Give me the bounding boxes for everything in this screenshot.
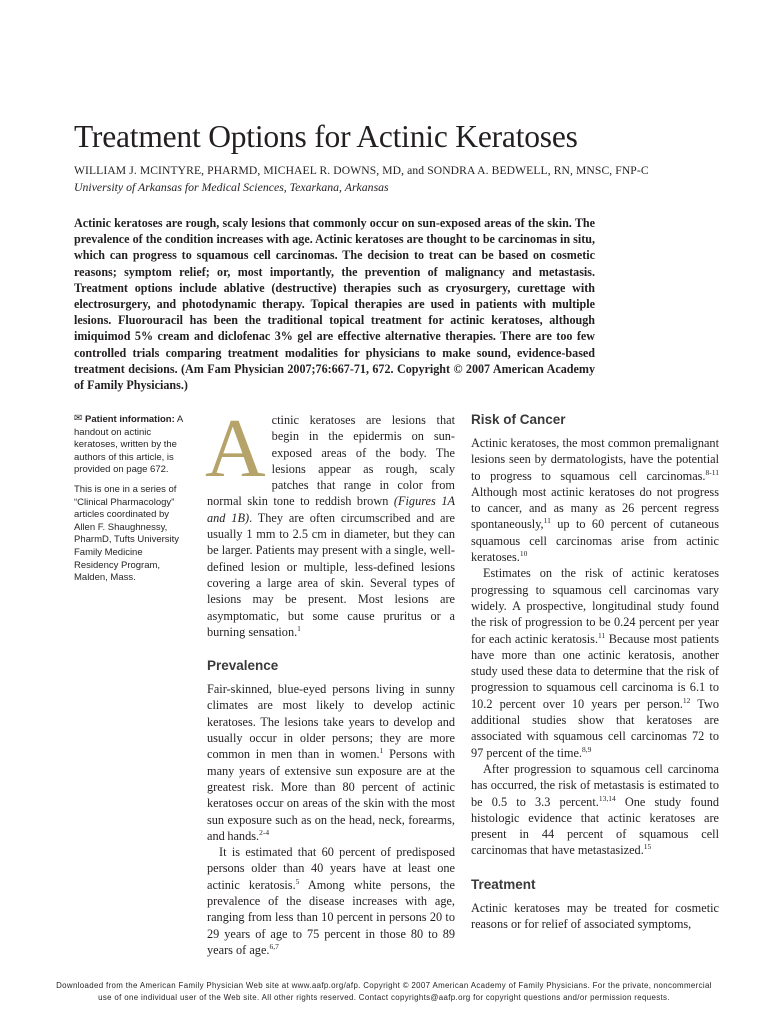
risk-paragraph-2: [471, 565, 719, 761]
paragraph-text: It is estimated that 60 percent of predisposed persons older than 40 years have at least one actinic keratosis.: [207, 845, 455, 892]
paragraph-text: One study found histologic evidence that actinic keratoses are present in 44 percent of squamous cell carcinomas that have metastasized.: [471, 794, 720, 858]
patient-info-note: [74, 414, 186, 477]
paragraph-text: After progression to squamous cell carcinoma has occurred, the risk of metastasis is estimated to be 0.5 to 3.3 percent.: [471, 761, 719, 809]
citation: 8-11: [705, 467, 719, 477]
footer-line-2: use of one individual user of the Web site. All other rights reserved. Contact copyrights@aafp.org for copyright questions and/or permission requests.: [98, 992, 670, 1002]
drop-cap: A: [205, 402, 266, 495]
paragraph-text: Persons with many years of extensive sun exposure are at the greatest risk. More than 80 percent of actinic keratoses occur on areas of the skin with the most sun exposure such as on the head, neck, forearms, and hands.: [207, 747, 455, 843]
figure-reference: (Figures 1A and 1B): [207, 494, 455, 525]
section-heading-prevalence: Prevalence: [207, 658, 279, 674]
paragraph-text: Two additional studies show that keratoses are associated with squamous cell carcinomas 72 to 97 percent of the time.: [471, 696, 719, 760]
intro-paragraph: [205, 402, 455, 640]
prevalence-paragraph-2: [207, 844, 455, 958]
citation: 5: [295, 876, 300, 886]
risk-paragraph-3: [471, 761, 719, 859]
series-note: This is one in a series of “Clinical Pharmacology” articles coordinated by Allen F. Shaughnessy, PharmD, Tufts University Family Medicine Residency Program, Malden, Mass.: [74, 483, 180, 584]
risk-paragraph-1: [471, 435, 719, 565]
copyright-footer: [40, 980, 728, 1003]
citation: 11: [543, 516, 551, 526]
paragraph-text: Fair-skinned, blue-eyed persons living in sunny climates are most likely to develop actinic keratoses. The lesions take years to develop and usually occur in older persons; they are more common in men than in women.: [207, 682, 455, 762]
intro-text-start: ctinic keratoses are lesions that begin in the epidermis on sun-exposed areas of the body. The lesions appear as rough, scaly patches that range in color from normal skin tone to reddish brown: [207, 413, 455, 509]
middle-column: [205, 402, 455, 958]
paragraph-text: up to 60 percent of cutaneous squamous cell carcinomas arise from actinic keratoses.: [471, 517, 719, 565]
paragraph-text: Among white persons, the prevalence of the disease increases with age, ranging from less than 10 percent in persons 20 to 29 years of age to 75 percent in those 80 to 89 years of age.: [207, 877, 455, 957]
paragraph-text: Although most actinic keratoses do not progress to cancer, and as many as 26 percent regress spontaneously,: [471, 484, 719, 532]
envelope-icon: ✉: [74, 413, 83, 424]
right-column: [471, 412, 719, 932]
citation: 8,9: [581, 744, 592, 754]
citation: 13,14: [598, 793, 616, 803]
abstract: Actinic keratoses are rough, scaly lesions that commonly occur on sun-exposed areas of the skin. The prevalence of the condition increases with age. Actinic keratoses are thought to be carcinomas in situ, which can progress to squamous cell carcinomas. The decision to treat can be based on cosmetic reasons; symptom relief; or, most importantly, the prevention of malignancy and metastasis. Treatment options include ablative (destructive) therapies such as cryosurgery, curettage with electrosurgery, and photodynamic therapy. Topical therapies are used in patients with multiple lesions. Fluorouracil has been the traditional topical treatment for actinic keratoses, although imiquimod 5% cream and diclofenac 3% gel are effective alternative therapies. There are too few controlled trials comparing treatment modalities for physicians to make sound, evidence-based treatment decisions. (Am Fam Physician 2007;76:667-71, 672. Copyright © 2007 American Academy of Family Physicians.): [74, 216, 595, 393]
citation: 10: [519, 549, 528, 559]
patient-info-label: Patient information:: [85, 414, 175, 425]
citation: 2-4: [259, 827, 270, 837]
citation: 1: [379, 746, 384, 756]
paragraph-text: Because most patients have more than one actinic keratosis, another study used these data to determine that the risk of progression to squamous cell carcinoma is 6.1 to 10.2 percent over 10 years per person.: [471, 631, 719, 711]
article-title: Treatment Options for Actinic Keratoses: [74, 119, 578, 154]
prevalence-paragraph-1: [207, 681, 455, 844]
author-list: WILLIAM J. MCINTYRE, PHARMD, MICHAEL R. DOWNS, MD, and SONDRA A. BEDWELL, RN, MNSC, FNP-C: [74, 164, 649, 177]
citation: 12: [682, 695, 691, 705]
paragraph-text: Estimates on the risk of actinic keratoses progressing to squamous cell carcinomas vary widely. A prospective, longitudinal study found the risk of progression to be 0.24 percent per year for each actinic keratosis.: [471, 566, 719, 646]
footer-line-1: Downloaded from the American Family Physician Web site at www.aafp.org/afp. Copyright © 2007 American Academy of Family Physicians. For the private, noncommercial: [56, 981, 712, 990]
citation: 1: [297, 623, 301, 633]
treatment-paragraph-1: Actinic keratoses may be treated for cosmetic reasons or for relief of associated symptoms,: [471, 900, 719, 932]
citation: 15: [643, 842, 652, 852]
paragraph-text: Actinic keratoses, the most common premalignant lesions seen by dermatologists, have the potential to progress to squamous cell carcinomas.: [471, 436, 719, 483]
intro-text-end: . They are often circumscribed and are usually 1 mm to 2.5 cm in diameter, but they can be larger. Patients may present with a single, well-defined lesion or multiple, less-defined lesions covering a large area of skin. Several types of lesions may be present. Most lesions are asymptomatic, but some cause pruritus or a burning sensation.: [207, 510, 455, 639]
section-heading-risk: Risk of Cancer: [471, 412, 566, 427]
citation: 11: [598, 630, 606, 640]
section-heading-treatment: Treatment: [471, 876, 536, 892]
sidebar: [74, 414, 186, 592]
citation: 6,7: [269, 941, 279, 951]
patient-info-text: A handout on actinic keratoses, written by the authors of this article, is provided on page 672.: [74, 414, 183, 476]
author-affiliation: University of Arkansas for Medical Sciences, Texarkana, Arkansas: [74, 180, 389, 194]
